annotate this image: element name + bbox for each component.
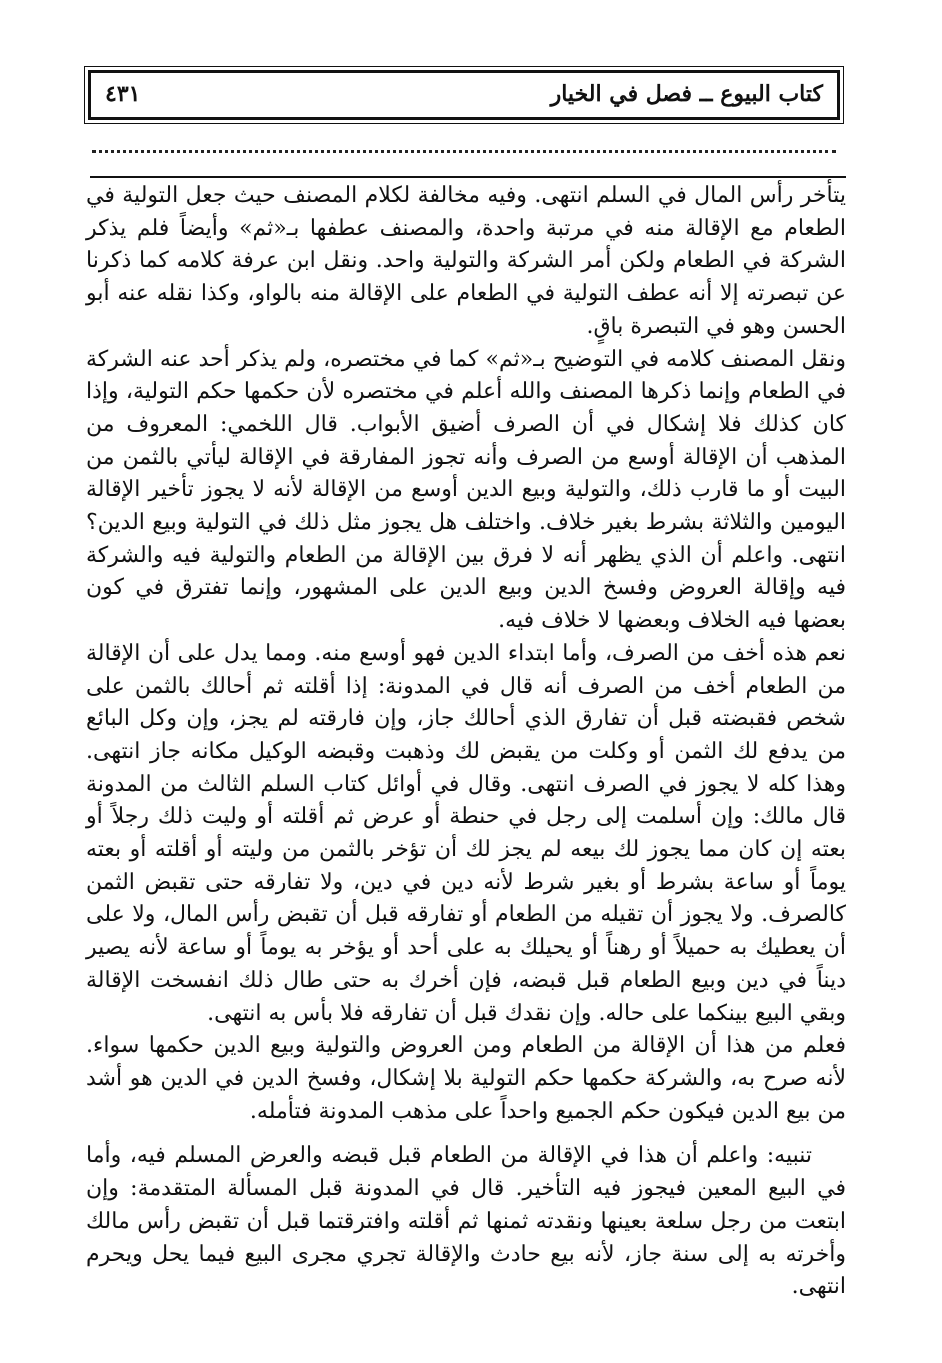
running-title: كتاب البيوع ــ فصل في الخيار [550,81,823,107]
paragraph: فعلم من هذا أن الإقالة من الطعام ومن العروض والتولية وبيع الدين حكمها سواء. لأنه صرح به، والشركة حكمها حكم التولية بلا إشكال، وفسخ الدين في الدين هو أشد من بيع الدين فيكون حكم الجميع واحداً على مذهب المدونة فتأمله. [86,1033,846,1124]
notice-paragraph: تنبيه: واعلم أن هذا في الإقالة من الطعام قبل قبضه والعرض المسلم فيه، وأما في البيع المعين فيجوز فيه التأخير. قال في المدونة قبل المسألة المتقدمة: وإن ابتعت من رجل سلعة بعينها ونقدته ثمنها ثم أقلته وافترقتما قبل أن تقبض رأس مالك وأخرته به إلى سنة جاز، لأنه بيع حادث والإقالة تجري مجرى البيع فيما يحل ويحرم انتهى. [86,1143,846,1300]
main-text [86,180,846,1304]
paragraph: نعم هذه أخف من الصرف، وأما ابتداء الدين فهو أوسع منه. ومما يدل على أن الإقالة من الطعام أخف من الصرف أنه قال في المدونة: إذا أقلته ثم أحالك بالثمن على شخص فقبضته قبل أن تفارق الذي أحالك جاز، وإن فارقته لم يجز، وإن وكل البائع من يدفع لك الثمن أو وكلت من يقبض لك وذهبت وقبضه الوكيل مكانه جاز انتهى. وهذا كله لا يجوز في الصرف انتهى. وقال في أوائل كتاب السلم الثالث من المدونة قال مالك: وإن أسلمت إلى رجل في حنطة أو عرض ثم أقلته أو وليت ذلك رجلاً أو بعته إن كان مما يجوز لك بيعه لم يجز لك أن تؤخر بالثمن من وليته أو أقلته أو بعته يوماً أو ساعة بشرط أو بغير شرط لأنه دين في دين، ولا تفارقه حتى تقبض الثمن كالصرف. ولا يجوز أن تقيله من الطعام أو تفارقه قبل أن تقبض رأس المال، ولا على أن يعطيك به حميلاً أو رهناً أو يحيلك به على أحد أو يؤخر به يوماً أو ساعة لأنه يصير ديناً في دين وبيع الطعام قبل قبضه، فإن أخرك به حتى طال ذلك انفسخت الإقالة وبقي البيع بينكما على حاله. وإن نقدك قبل أن تفارقه فلا بأس به انتهى. [86,640,846,1026]
paragraph: يتأخر رأس المال في السلم انتهى. وفيه مخالفة لكلام المصنف حيث جعل التولية في الطعام مع الإقالة منه في مرتبة واحدة، والمصنف عطفها بـ«ثم» وأيضاً فلم يذكر الشركة في الطعام ولكن أمر الشركة والتولية واحد. ونقل ابن عرفة كلامه كما ذكرنا عن تبصرته إلا أنه عطف التولية في الطعام على الإقالة منه بالواو، وكذا نقله عنه أبو الحسن وهو في التبصرة باقٍ. [86,183,846,339]
page-number: ٤٣١ [105,81,141,107]
paragraph: ونقل المصنف كلامه في التوضيح بـ«ثم» كما في مختصره، ولم يذكر أحد عنه الشركة في الطعام وإنما ذكرها المصنف والله أعلم في مختصره لأن حكمها حكم التولية، وإذا كان كذلك فلا إشكال في أن الصرف أضيق الأبواب. قال اللخمي: المعروف من المذهب أن الإقالة أوسع من الصرف وأنه تجوز المفارقة في الإقالة ليأتي بالثمن من البيت أو ما قارب ذلك، والتولية وبيع الدين أوسع من الإقالة لأنه لا يجوز تأخير الإقالة اليومين والثلاثة بشرط بغير خلاف. واختلف هل يجوز مثل ذلك في التولية وبيع الدين؟ انتهى. واعلم أن الذي يظهر أنه لا فرق بين الإقالة من الطعام والتولية فيه والشركة فيه وإقالة العروض وفسخ الدين وبيع الدين على المشهور، وإنما تفترق في كون بعضها فيه الخلاف وبعضها لا خلاف فيه. [86,346,847,634]
solid-divider [90,176,846,178]
dotted-divider [92,150,836,153]
running-header [88,70,840,120]
